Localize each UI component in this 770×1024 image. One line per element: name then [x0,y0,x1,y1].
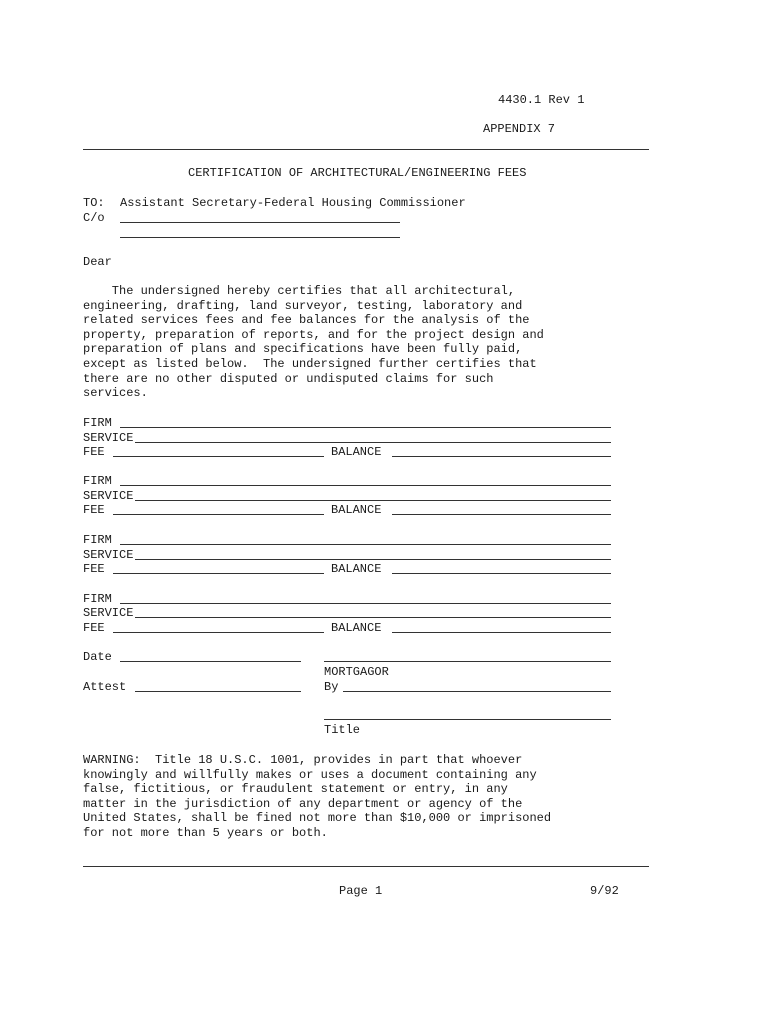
service-4-field[interactable] [135,617,611,618]
firm-3-field[interactable] [120,544,611,545]
service-label: SERVICE [83,431,134,445]
fee-2-field[interactable] [113,514,324,515]
by-field[interactable] [343,691,611,692]
service-3-field[interactable] [135,559,611,560]
attest-field[interactable] [135,691,301,692]
body-line: property, preparation of reports, and for the project design and [83,327,544,342]
warning-line: for not more than 5 years or both. [83,826,328,840]
balance-2-field[interactable] [392,514,611,515]
body-line: services. [83,386,148,401]
firm-2-field[interactable] [120,485,611,486]
fee-label: FEE [83,562,105,576]
fee-3-field[interactable] [113,573,324,574]
top-divider [83,149,649,150]
title-label: Title [324,723,361,737]
body-line: there are no other disputed or undisputed claims for such [83,371,494,386]
firm-label: FIRM [83,533,112,547]
balance-label: BALANCE [331,503,382,517]
service-2-field[interactable] [135,500,611,501]
fee-label: FEE [83,445,105,459]
co-line-1[interactable] [120,222,400,223]
body-line: preparation of plans and specifications have been fully paid, [83,342,523,357]
balance-label: BALANCE [331,621,382,635]
firm-label: FIRM [83,474,112,488]
fee-4-field[interactable] [113,632,324,633]
body-line: The undersigned hereby certifies that all architectural, [83,284,516,298]
mortgagor-signature-line[interactable] [324,661,611,662]
warning-line: matter in the jurisdiction of any department or agency of the [83,796,523,811]
by-label: By [324,680,339,694]
page-number: Page 1 [339,884,383,898]
body-line: engineering, drafting, land surveyor, testing, laboratory and [83,298,523,313]
fee-1-field[interactable] [113,456,324,457]
balance-1-field[interactable] [392,456,611,457]
fee-label: FEE [83,503,105,517]
to-label: TO: [83,196,105,210]
revision-date: 9/92 [590,884,619,898]
service-label: SERVICE [83,489,134,503]
firm-4-field[interactable] [120,603,611,604]
firm-label: FIRM [83,416,112,430]
balance-label: BALANCE [331,562,382,576]
appendix-label: APPENDIX 7 [483,122,556,136]
title-field[interactable] [324,719,611,720]
service-label: SERVICE [83,606,134,620]
body-line: related services fees and fee balances for the analysis of the [83,313,530,328]
warning-line: knowingly and willfully makes or uses a document containing any [83,767,537,782]
co-line-2[interactable] [120,237,400,238]
date-label: Date [83,650,112,664]
firm-1-field[interactable] [120,427,611,428]
firm-label: FIRM [83,592,112,606]
salutation: Dear [83,255,112,269]
attest-label: Attest [83,680,127,694]
fee-label: FEE [83,621,105,635]
balance-3-field[interactable] [392,573,611,574]
to-value: Assistant Secretary-Federal Housing Commissioner [120,196,466,210]
bottom-divider [83,866,649,867]
warning-line: WARNING: Title 18 U.S.C. 1001, provides in part that whoever [83,753,523,767]
warning-line: false, fictitious, or fraudulent statement or entry, in any [83,782,508,797]
balance-label: BALANCE [331,445,382,459]
warning-line: United States, shall be fined not more than $10,000 or imprisoned [83,811,552,826]
service-label: SERVICE [83,548,134,562]
service-1-field[interactable] [135,442,611,443]
balance-4-field[interactable] [392,632,611,633]
form-title: CERTIFICATION OF ARCHITECTURAL/ENGINEERING FEES [188,166,527,180]
body-line: except as listed below. The undersigned further certifies that [83,357,537,371]
co-label: C/o [83,211,105,225]
mortgagor-label: MORTGAGOR [324,665,389,679]
form-number: 4430.1 Rev 1 [498,93,585,107]
date-field[interactable] [120,661,301,662]
